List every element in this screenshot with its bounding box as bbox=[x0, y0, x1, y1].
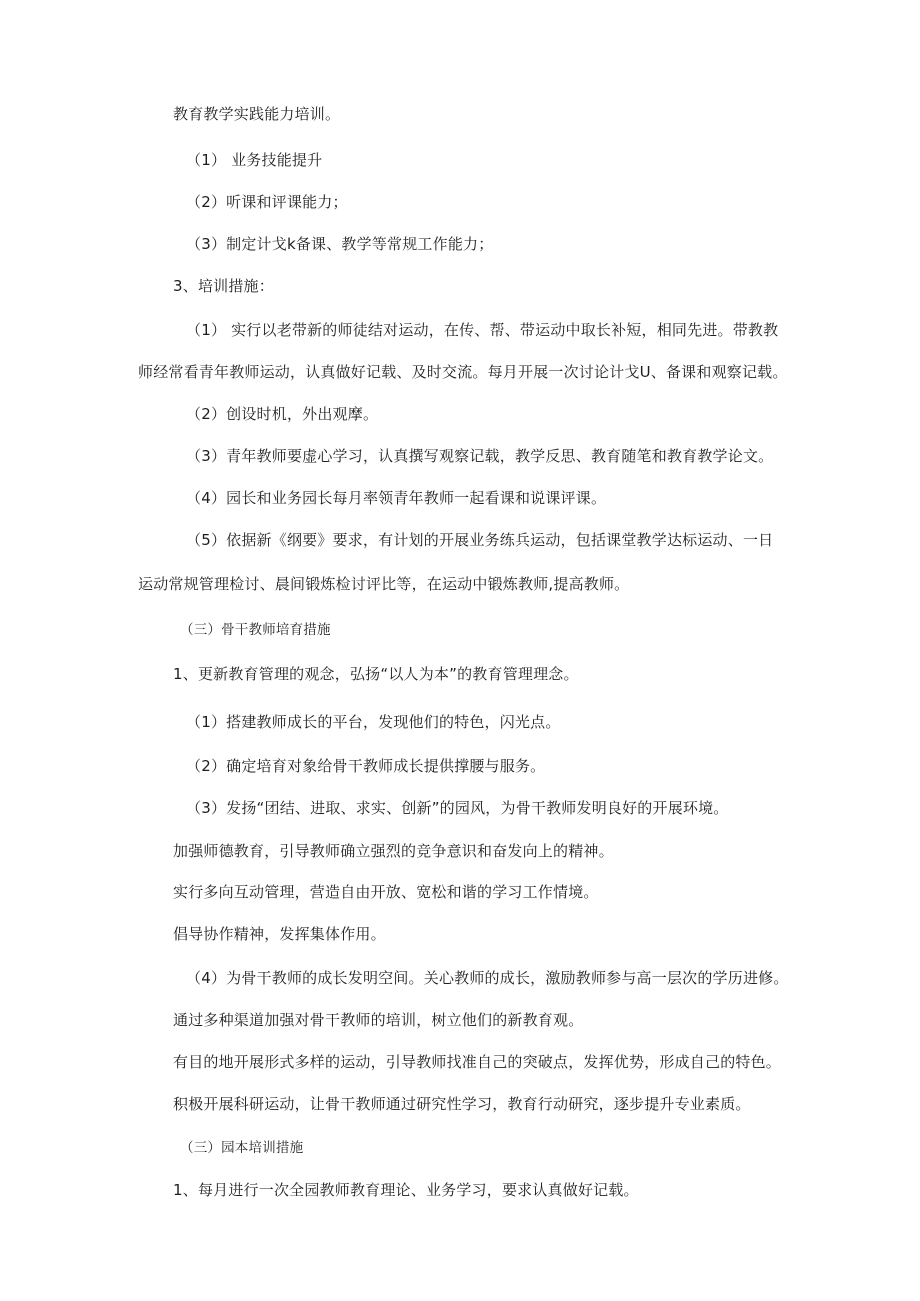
section-heading: 1、每月进行一次全园教师教育理论、业务学习，要求认真做好记载。 bbox=[173, 1181, 639, 1199]
list-item: （3）青年教师要虚心学习，认真撰写观察记载，教学反思、教育随笔和教育教学论文。 bbox=[186, 447, 774, 465]
paragraph-line: 积极开展科研运动，让骨干教师通过研究性学习，教育行动研究，逐步提升专业素质。 bbox=[173, 1095, 751, 1113]
paragraph-line: 倡导协作精神，发挥集体作用。 bbox=[173, 925, 386, 943]
list-item: （1） 实行以老带新的师徒结对运动，在传、帮、带运动中取长补短，相同先进。带教教 bbox=[186, 321, 779, 339]
list-item: （5）依据新《纲要》要求，有计划的开展业务练兵运动，包括课堂教学达标运动、一日 bbox=[186, 531, 774, 549]
paragraph-line: 通过多种渠道加强对骨干教师的培训，树立他们的新教育观。 bbox=[173, 1011, 584, 1029]
list-item: （4）为骨干教师的成长发明空间。关心教师的成长，激励教师参与高一层次的学历进修。 bbox=[186, 969, 789, 987]
list-item: （2）创设时机，外出观摩。 bbox=[186, 405, 379, 423]
paragraph-line: 有目的地开展形式多样的运动，引导教师找准自己的突破点，发挥优势，形成自己的特色。 bbox=[173, 1053, 782, 1071]
section-heading: （三）园本培训措施 bbox=[180, 1140, 304, 1156]
list-item: （2）确定培育对象给骨干教师成长提供撑腰与服务。 bbox=[186, 757, 546, 775]
paragraph-line: 教育教学实践能力培训。 bbox=[173, 105, 341, 123]
list-item: （4）园长和业务园长每月率领青年教师一起看课和说课评课。 bbox=[186, 489, 607, 507]
list-item: （3）制定计戈k备课、教学等常规工作能力； bbox=[186, 235, 494, 253]
section-heading: 3、培训措施： bbox=[173, 277, 274, 295]
section-heading: 1、更新教育管理的观念，弘扬“以人为本”的教育管理理念。 bbox=[173, 665, 579, 683]
paragraph-line: 加强师德教育，引导教师确立强烈的竞争意识和奋发向上的精神。 bbox=[173, 842, 614, 860]
list-item: （2）听课和评课能力； bbox=[186, 193, 348, 211]
list-item: （1） 业务技能提升 bbox=[186, 151, 323, 169]
section-heading: （三）骨干教师培育措施 bbox=[180, 622, 331, 638]
paragraph-line: 实行多向互动管理，营造自由开放、宽松和谐的学习工作情境。 bbox=[173, 883, 599, 901]
list-item: （1）搭建教师成长的平台，发现他们的特色，闪光点。 bbox=[186, 713, 561, 731]
paragraph-line: 师经常看青年教师运动，认真做好记载、及时交流。每月开展一次讨论计戈U、备课和观察记载。 bbox=[138, 363, 788, 381]
list-item: （3）发扬“团结、进取、求实、创新”的园风，为骨干教师发明良好的开展环境。 bbox=[186, 799, 729, 817]
paragraph-line: 运动常规管理检讨、晨间锻炼检讨评比等，在运动中锻炼教师,提高教师。 bbox=[138, 575, 630, 593]
